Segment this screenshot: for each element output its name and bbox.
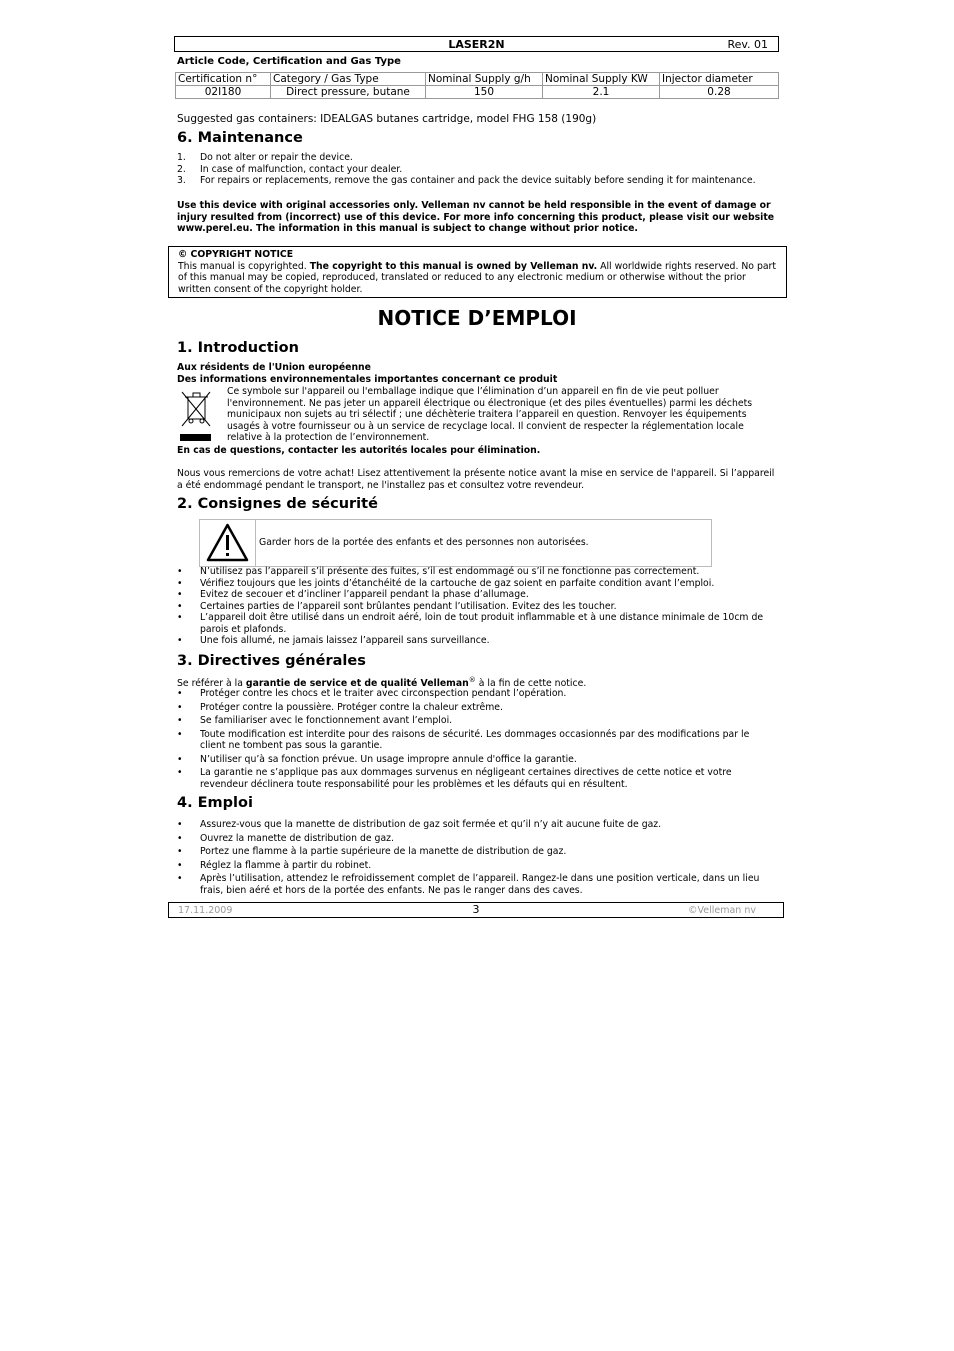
list-item: • Se familiariser avec le fonctionnement avant l’emploi. bbox=[177, 715, 453, 726]
table-header: Nominal Supply KW bbox=[543, 73, 660, 86]
revision: Rev. 01 bbox=[727, 38, 768, 51]
table-cell: 2.1 bbox=[543, 86, 660, 99]
usage-heading: 4. Emploi bbox=[177, 795, 253, 811]
maintenance-list bbox=[177, 152, 777, 187]
list-item: 2. In case of malfunction, contact your dealer. bbox=[177, 163, 403, 175]
intro-heading: 1. Introduction bbox=[177, 340, 299, 356]
table-header: Certification n° bbox=[176, 73, 271, 86]
general-list bbox=[177, 688, 777, 790]
list-item: • Protéger contre la poussière. Protéger contre la chaleur extrême. bbox=[177, 701, 503, 713]
footer-brand: ©Velleman nv bbox=[688, 905, 756, 916]
list-item: • N’utilisez pas l’appareil s’il présente des fuites, s’il est endommagé ou s’il ne fonctionne pas correctement. bbox=[177, 566, 700, 577]
list-item: • Vérifiez toujours que les joints d’étanchéité de la cartouche de gaz soient en parfaite condition avant l’emploi. bbox=[177, 577, 715, 589]
intro-eu: Aux résidents de l'Union européenne bbox=[177, 362, 371, 373]
product-code: LASER2N bbox=[448, 38, 505, 51]
footer-date: 17.11.2009 bbox=[178, 905, 233, 916]
article-heading: Article Code, Certification and Gas Type bbox=[177, 56, 401, 67]
list-item: • N’utiliser qu’à sa fonction prévue. Un usage impropre annule d'office la garantie. bbox=[177, 753, 577, 765]
copyright-title: © COPYRIGHT NOTICE bbox=[178, 249, 294, 260]
usage-list bbox=[177, 819, 777, 896]
list-item: • Assurez-vous que la manette de distribution de gaz soit fermée et qu’il n’y ait aucune fuite de gaz. bbox=[177, 819, 662, 830]
page-footer bbox=[168, 902, 784, 918]
table-header: Injector diameter bbox=[660, 73, 779, 86]
list-item: • La garantie ne s’applique pas aux dommages survenus en négligeant certaines directives de cette notice et votre revendeur déclinera toute responsabilité pour les problèmes et les défauts qui en résultent. bbox=[177, 767, 732, 790]
general-heading: 3. Directives générales bbox=[177, 653, 366, 669]
copyright-notice bbox=[168, 246, 787, 298]
list-item: • Protéger contre les chocs et le traiter avec circonspection pendant l’opération. bbox=[177, 688, 567, 699]
list-item: • Evitez de secouer et d’incliner l’appareil pendant la phase d’allumage. bbox=[177, 589, 529, 600]
list-item: 3. For repairs or replacements, remove the gas container and pack the device suitably before sending it for maintenance. bbox=[177, 175, 756, 186]
list-item: • Certaines parties de l’appareil sont brûlantes pendant l’utilisation. Evitez des les toucher. bbox=[177, 600, 617, 612]
list-item: • Portez une flamme à la partie supérieure de la manette de distribution de gaz. bbox=[177, 846, 567, 857]
table-cell: 0.28 bbox=[660, 86, 779, 99]
table-cell: 02I180 bbox=[176, 86, 271, 99]
intro-contact: En cas de questions, contacter les autorités locales pour élimination. bbox=[177, 445, 541, 456]
warranty-reference: Se référer à la garantie de service et de qualité Velleman® à la fin de cette notice. bbox=[177, 676, 587, 690]
weee-text: Ce symbole sur l'appareil ou l'emballage indique que l’élimination d’un appareil en fin de vie peut polluer l'environnement. Ne pas jeter un appareil électrique ou électronique (et des piles éventuelles) parmi les déchets municipaux non sujets au tri sélectif ; une déchèterie traitera l’appareil en question. Renvoyer les équipements usagés à votre fournisseur ou à un service de recyclage local. Il convient de respecter la réglementation locale relative à la protection de l’environnement. bbox=[227, 386, 753, 443]
page-title: NOTICE D’EMPLOI bbox=[377, 306, 577, 330]
table-header: Nominal Supply g/h bbox=[426, 73, 543, 86]
list-item: • Toute modification est interdite pour des raisons de sécurité. Les dommages occasionnés par des modifications par le client ne tombent pas sous la garantie. bbox=[177, 728, 750, 751]
gas-table bbox=[175, 72, 779, 99]
list-item: • Une fois allumé, ne jamais laissez l’appareil sans surveillance. bbox=[177, 635, 490, 646]
warning-box bbox=[199, 519, 712, 567]
list-item: • Après l’utilisation, attendez le refroidissement complet de l’appareil. Rangez-le dans une position verticale, dans un lieu frais, bien aéré et hors de la portée des enfants. Ne pas le ranger dans des caves. bbox=[177, 873, 760, 896]
maintenance-heading: 6. Maintenance bbox=[177, 130, 303, 146]
list-item: • Ouvrez la manette de distribution de gaz. bbox=[177, 832, 394, 844]
disclaimer: Use this device with original accessories only. Velleman nv cannot be held responsible in the event of damage or injury resulted from (incorrect) use of this device. For more info concerning this product, please visit our website www.perel.eu. The information in this manual is subject to change without prior notice. bbox=[177, 200, 775, 234]
safety-list bbox=[177, 566, 777, 647]
weee-bin-icon bbox=[179, 388, 213, 444]
copyright-text: This manual is copyrighted. The copyright to this manual is owned by Velleman nv. All worldwide rights reserved. No part of this manual may be copied, reproduced, translated or reduced to any electronic medium or otherwise without the prior written consent of the copyright holder. bbox=[178, 260, 777, 295]
suggested-gas: Suggested gas containers: IDEALGAS butanes cartridge, model FHG 158 (190g) bbox=[177, 113, 597, 125]
table-cell: 150 bbox=[426, 86, 543, 99]
intro-env: Des informations environnementales importantes concernant ce produit bbox=[177, 374, 558, 385]
table-header: Category / Gas Type bbox=[271, 73, 426, 86]
safety-heading: 2. Consignes de sécurité bbox=[177, 496, 378, 512]
table-cell: Direct pressure, butane bbox=[271, 86, 426, 99]
warning-text: Garder hors de la portée des enfants et des personnes non autorisées. bbox=[259, 537, 589, 548]
list-item: • Réglez la flamme à partir du robinet. bbox=[177, 859, 372, 871]
page-header bbox=[174, 36, 779, 52]
intro-thanks: Nous vous remercions de votre achat! Lisez attentivement la présente notice avant la mise en service de l'appareil. Si l’appareil a été endommagé pendant le transport, ne l'installez pas et consultez votre revendeur. bbox=[177, 468, 775, 491]
warning-triangle-icon bbox=[200, 520, 255, 566]
page-number: 3 bbox=[472, 903, 480, 916]
list-item: • L’appareil doit être utilisé dans un endroit aéré, loin de tout produit inflammable et à une distance minimale de 10cm de parois et plafonds. bbox=[177, 612, 764, 635]
list-item: 1. Do not alter or repair the device. bbox=[177, 152, 353, 163]
